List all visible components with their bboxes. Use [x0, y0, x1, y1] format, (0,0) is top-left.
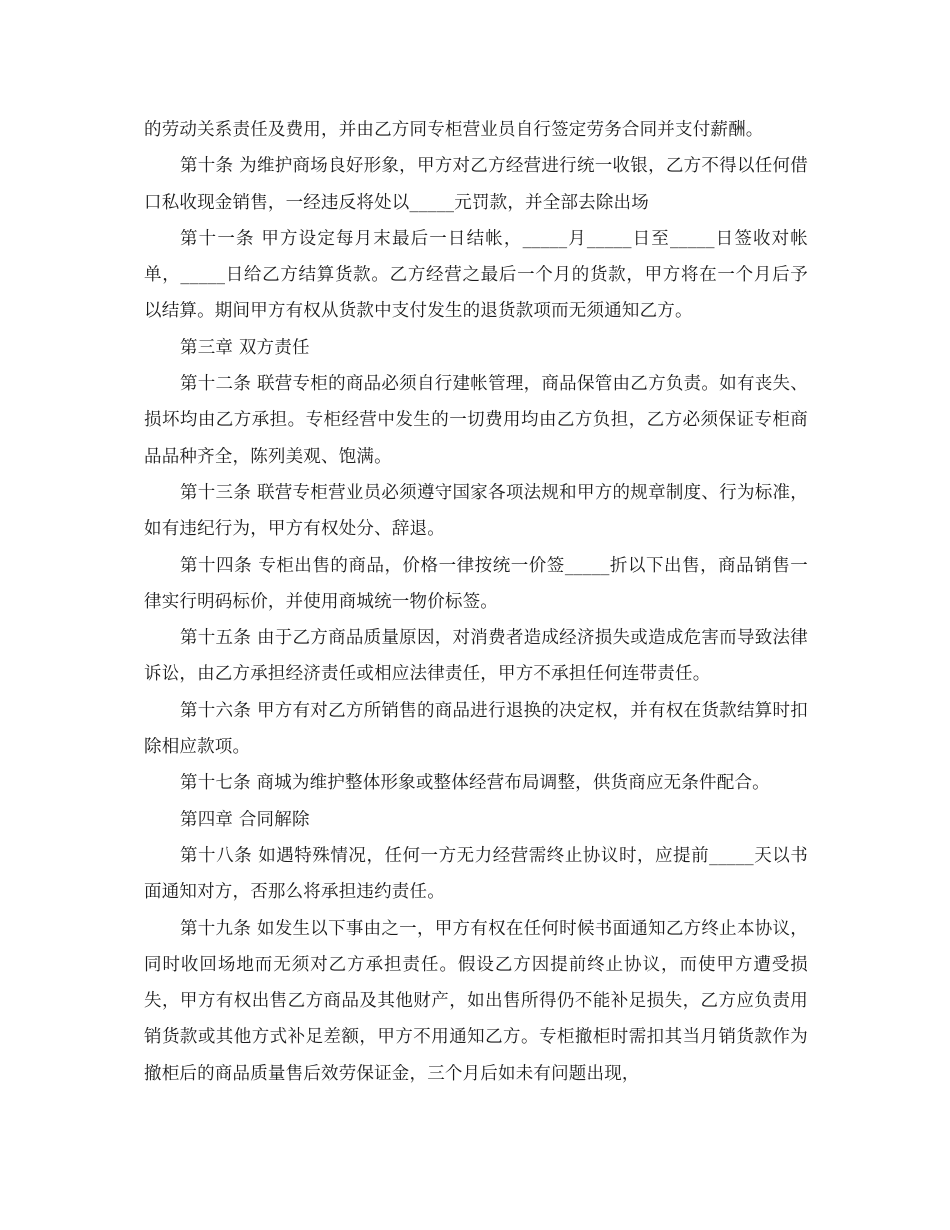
- article-18: 第十八条 如遇特殊情况，任何一方无力经营需终止协议时，应提前_____天以书面通知对方，否那么将承担违约责任。: [144, 845, 808, 903]
- article-10: 第十条 为维护商场良好形象，甲方对乙方经营进行统一收银，乙方不得以任何借口私收现金销售，一经违反将处以_____元罚款，并全部去除出场: [144, 156, 808, 213]
- article-15: 第十五条 由于乙方商品质量原因，对消费者造成经济损失或造成危害而导致法律诉讼，由乙方承担经济责任或相应法律责任，甲方不承担任何连带责任。: [144, 628, 808, 685]
- article-11: 第十一条 甲方设定每月末最后一日结帐，_____月_____日至_____日签收对帐单，_____日给乙方结算货款。乙方经营之最后一个月的货款，甲方将在一个月后予以结算。期间甲方有权从货款中支付发生的退货款项而无须通知乙方。: [144, 228, 808, 322]
- article-19: 第十九条 如发生以下事由之一，甲方有权在任何时候书面通知乙方终止本协议，同时收回场地而无须对乙方承担责任。假设乙方因提前终止协议，而使甲方遭受损失，甲方有权出售乙方商品及其他财产，如出售所得仍不能补足损失，乙方应负责用销货款或其他方式补足差额，甲方不用通知乙方。专柜撤柜时需扣其当月销货款作为撤柜后的商品质量售后效劳保证金，三个月后如未有问题出现，: [144, 918, 808, 1084]
- article-13: 第十三条 联营专柜营业员必须遵守国家各项法规和甲方的规章制度、行为标准，如有违纪行为，甲方有权处分、辞退。: [144, 482, 808, 540]
- article-17: 第十七条 商城为维护整体形象或整体经营布局调整，供货商应无条件配合。: [180, 773, 770, 794]
- chapter-3-heading: 第三章 双方责任: [180, 337, 310, 358]
- document-body: [144, 112, 808, 1092]
- article-14: 第十四条 专柜出售的商品，价格一律按统一价签_____折以下出售，商品销售一律实行明码标价，并使用商城统一物价标签。: [144, 555, 808, 612]
- paragraph-continuation: 的劳动关系责任及费用，并由乙方同专柜营业员自行签定劳务合同并支付薪酬。: [144, 120, 764, 140]
- chapter-4-heading: 第四章 合同解除: [180, 809, 310, 830]
- article-16: 第十六条 甲方有对乙方所销售的商品进行退换的决定权，并有权在货款结算时扣除相应款项。: [144, 700, 808, 758]
- article-12: 第十二条 联营专柜的商品必须自行建帐管理，商品保管由乙方负责。如有丧失、损坏均由乙方承担。专柜经营中发生的一切费用均由乙方负担，乙方必须保证专柜商品品种齐全，陈列美观、饱满。: [144, 374, 808, 467]
